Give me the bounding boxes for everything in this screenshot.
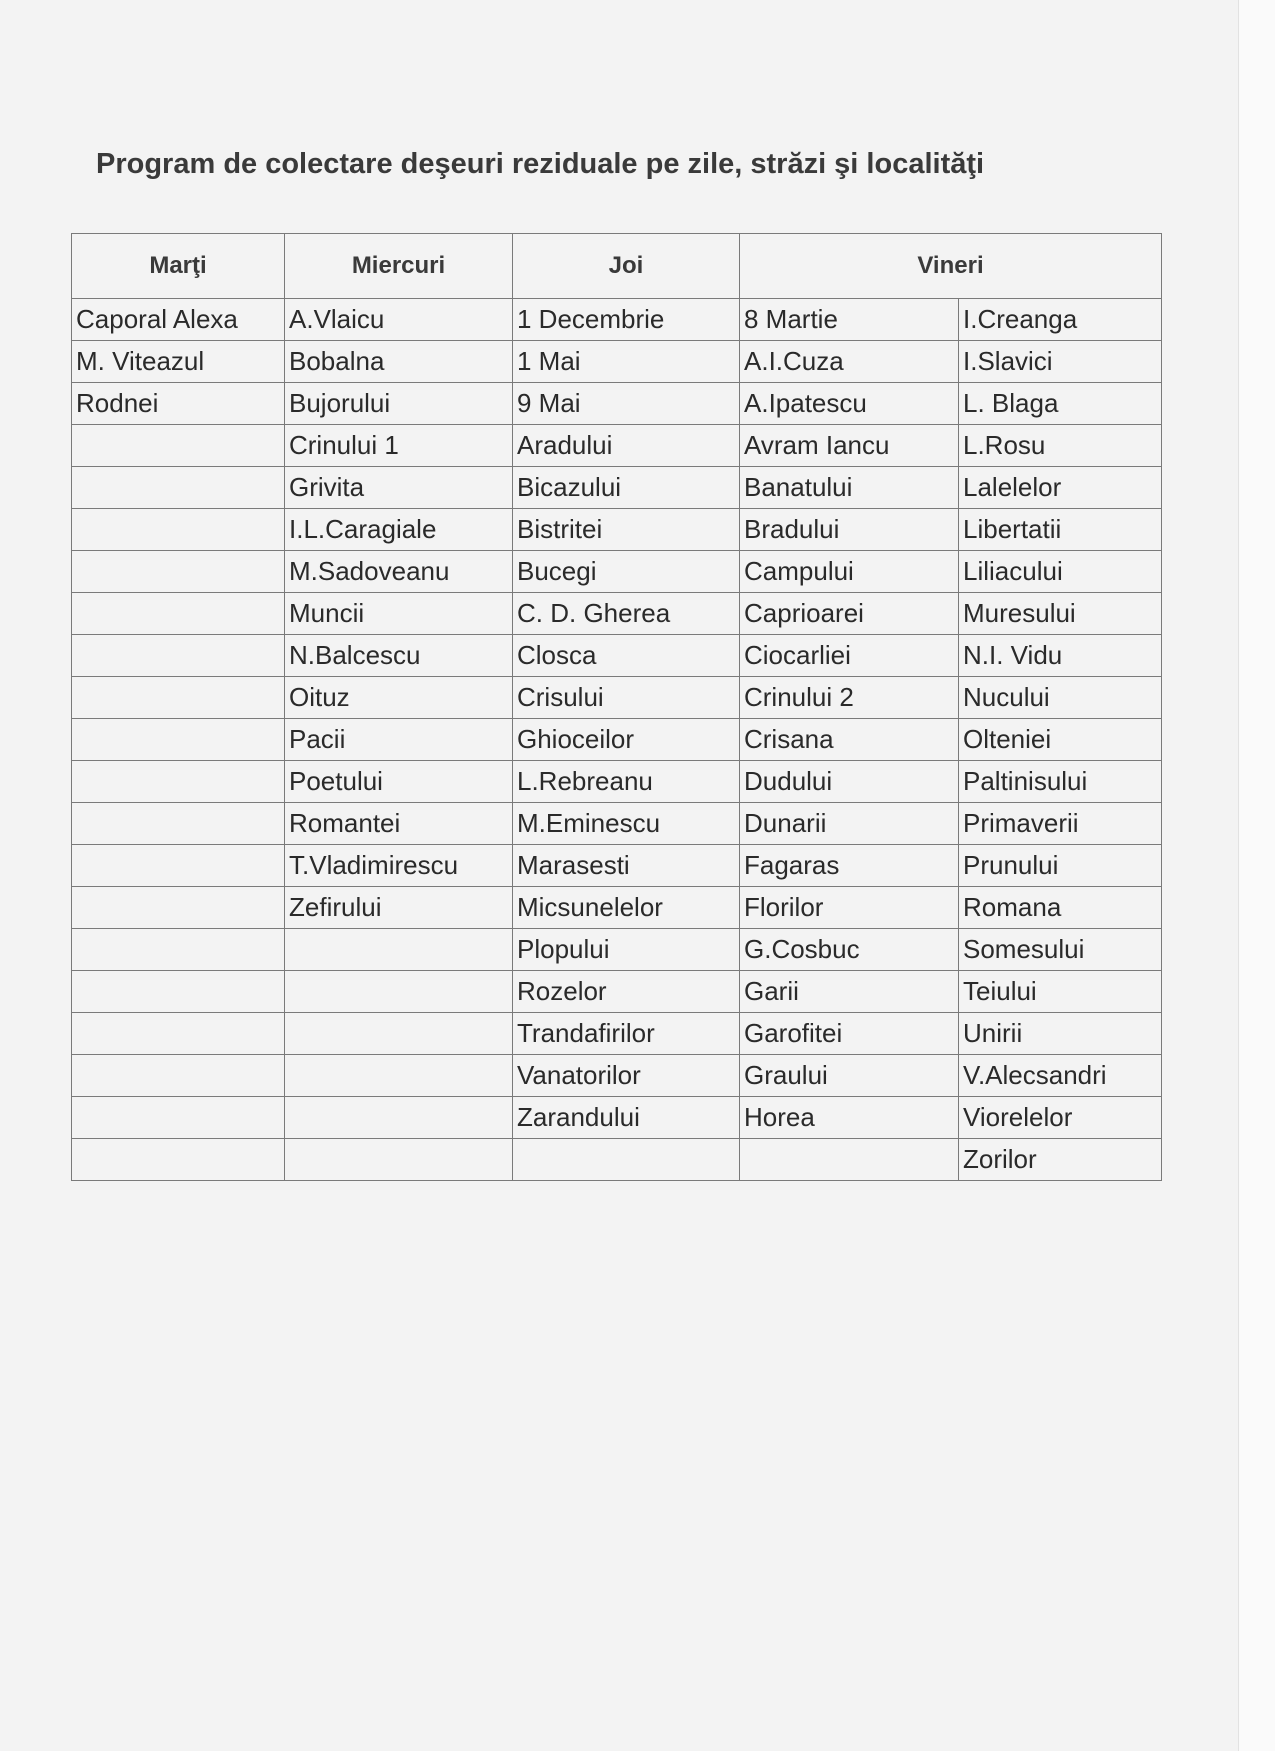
table-row	[72, 341, 1162, 383]
street-cell-miercuri: Poetului	[285, 761, 513, 803]
table-row	[72, 299, 1162, 341]
table-row	[72, 593, 1162, 635]
table-body	[72, 299, 1162, 1181]
street-cell-miercuri: T.Vladimirescu	[285, 845, 513, 887]
street-cell-vineri-b: Paltinisului	[959, 761, 1162, 803]
street-cell-vineri-a: Campului	[740, 551, 959, 593]
street-cell-vineri-b: N.I. Vidu	[959, 635, 1162, 677]
table-row	[72, 467, 1162, 509]
street-cell-miercuri: Grivita	[285, 467, 513, 509]
street-cell-joi: Closca	[513, 635, 740, 677]
street-cell-marti	[72, 719, 285, 761]
street-cell-vineri-b: Teiului	[959, 971, 1162, 1013]
street-cell-vineri-b: Nucului	[959, 677, 1162, 719]
street-cell-vineri-a	[740, 1139, 959, 1181]
street-cell-vineri-b: I.Creanga	[959, 299, 1162, 341]
street-cell-marti	[72, 593, 285, 635]
street-cell-marti	[72, 761, 285, 803]
street-cell-marti	[72, 1013, 285, 1055]
table-row	[72, 887, 1162, 929]
table-row	[72, 719, 1162, 761]
street-cell-miercuri: Bujorului	[285, 383, 513, 425]
header-joi: Joi	[513, 234, 740, 299]
street-cell-vineri-a: 8 Martie	[740, 299, 959, 341]
street-cell-joi: Bistritei	[513, 509, 740, 551]
street-cell-vineri-a: Avram Iancu	[740, 425, 959, 467]
table-row	[72, 1139, 1162, 1181]
street-cell-marti	[72, 551, 285, 593]
street-cell-miercuri: I.L.Caragiale	[285, 509, 513, 551]
street-cell-marti	[72, 635, 285, 677]
street-cell-joi: Rozelor	[513, 971, 740, 1013]
street-cell-marti	[72, 1139, 285, 1181]
street-cell-miercuri	[285, 1055, 513, 1097]
table-row	[72, 1013, 1162, 1055]
header-miercuri: Miercuri	[285, 234, 513, 299]
collection-schedule-table	[71, 233, 1162, 1181]
street-cell-miercuri: Crinului 1	[285, 425, 513, 467]
street-cell-joi: C. D. Gherea	[513, 593, 740, 635]
street-cell-joi: Micsunelelor	[513, 887, 740, 929]
street-cell-miercuri: Zefirului	[285, 887, 513, 929]
street-cell-vineri-a: G.Cosbuc	[740, 929, 959, 971]
street-cell-miercuri: Bobalna	[285, 341, 513, 383]
street-cell-vineri-b: Romana	[959, 887, 1162, 929]
table-row	[72, 1097, 1162, 1139]
street-cell-marti	[72, 677, 285, 719]
street-cell-vineri-a: Fagaras	[740, 845, 959, 887]
street-cell-vineri-b: Libertatii	[959, 509, 1162, 551]
header-vineri: Vineri	[740, 234, 1162, 299]
street-cell-joi: Aradului	[513, 425, 740, 467]
street-cell-miercuri	[285, 971, 513, 1013]
street-cell-miercuri: Romantei	[285, 803, 513, 845]
street-cell-miercuri: M.Sadoveanu	[285, 551, 513, 593]
street-cell-miercuri	[285, 1013, 513, 1055]
street-cell-joi: Vanatorilor	[513, 1055, 740, 1097]
street-cell-marti	[72, 971, 285, 1013]
street-cell-vineri-b: Liliacului	[959, 551, 1162, 593]
street-cell-marti	[72, 425, 285, 467]
street-cell-vineri-a: A.Ipatescu	[740, 383, 959, 425]
street-cell-marti	[72, 509, 285, 551]
street-cell-joi: Bicazului	[513, 467, 740, 509]
street-cell-vineri-b: Somesului	[959, 929, 1162, 971]
street-cell-vineri-a: Bradului	[740, 509, 959, 551]
table-row	[72, 845, 1162, 887]
street-cell-vineri-a: A.I.Cuza	[740, 341, 959, 383]
street-cell-vineri-b: Prunului	[959, 845, 1162, 887]
street-cell-joi: Zarandului	[513, 1097, 740, 1139]
table-row	[72, 971, 1162, 1013]
street-cell-marti	[72, 1097, 285, 1139]
table-row	[72, 425, 1162, 467]
street-cell-vineri-a: Florilor	[740, 887, 959, 929]
street-cell-miercuri: Oituz	[285, 677, 513, 719]
street-cell-vineri-b: Zorilor	[959, 1139, 1162, 1181]
street-cell-miercuri: N.Balcescu	[285, 635, 513, 677]
street-cell-vineri-a: Banatului	[740, 467, 959, 509]
street-cell-vineri-a: Crisana	[740, 719, 959, 761]
street-cell-joi: M.Eminescu	[513, 803, 740, 845]
table-row	[72, 383, 1162, 425]
street-cell-joi: 1 Decembrie	[513, 299, 740, 341]
street-cell-vineri-b: L. Blaga	[959, 383, 1162, 425]
street-cell-vineri-b: Primaverii	[959, 803, 1162, 845]
street-cell-marti: Rodnei	[72, 383, 285, 425]
street-cell-joi: Trandafirilor	[513, 1013, 740, 1055]
street-cell-marti	[72, 887, 285, 929]
header-marti: Marţi	[72, 234, 285, 299]
document-title: Program de colectare deşeuri reziduale pe zile, străzi şi localităţi	[96, 148, 985, 180]
street-cell-vineri-a: Ciocarliei	[740, 635, 959, 677]
street-cell-joi: Ghioceilor	[513, 719, 740, 761]
street-cell-miercuri: Pacii	[285, 719, 513, 761]
street-cell-vineri-b: Unirii	[959, 1013, 1162, 1055]
street-cell-vineri-b: Olteniei	[959, 719, 1162, 761]
table-header-row	[72, 234, 1162, 299]
table-row	[72, 677, 1162, 719]
street-cell-marti: Caporal Alexa	[72, 299, 285, 341]
street-cell-marti	[72, 845, 285, 887]
street-cell-joi: 1 Mai	[513, 341, 740, 383]
street-cell-joi	[513, 1139, 740, 1181]
street-cell-vineri-a: Dudului	[740, 761, 959, 803]
street-cell-vineri-b: L.Rosu	[959, 425, 1162, 467]
street-cell-miercuri	[285, 1139, 513, 1181]
street-cell-joi: Bucegi	[513, 551, 740, 593]
street-cell-joi: Marasesti	[513, 845, 740, 887]
table-row	[72, 929, 1162, 971]
street-cell-vineri-b: Viorelelor	[959, 1097, 1162, 1139]
street-cell-vineri-a: Horea	[740, 1097, 959, 1139]
street-cell-vineri-b: Lalelelor	[959, 467, 1162, 509]
table-row	[72, 761, 1162, 803]
street-cell-vineri-b: V.Alecsandri	[959, 1055, 1162, 1097]
street-cell-vineri-a: Garii	[740, 971, 959, 1013]
street-cell-miercuri	[285, 1097, 513, 1139]
street-cell-vineri-b: Muresului	[959, 593, 1162, 635]
street-cell-vineri-a: Caprioarei	[740, 593, 959, 635]
street-cell-joi: Crisului	[513, 677, 740, 719]
street-cell-vineri-a: Garofitei	[740, 1013, 959, 1055]
street-cell-marti	[72, 929, 285, 971]
table-row	[72, 509, 1162, 551]
street-cell-vineri-b: I.Slavici	[959, 341, 1162, 383]
street-cell-joi: Plopului	[513, 929, 740, 971]
street-cell-marti	[72, 467, 285, 509]
street-cell-marti: M. Viteazul	[72, 341, 285, 383]
page-edge	[1238, 0, 1275, 1751]
street-cell-joi: 9 Mai	[513, 383, 740, 425]
street-cell-marti	[72, 803, 285, 845]
street-cell-miercuri: Muncii	[285, 593, 513, 635]
table-row	[72, 635, 1162, 677]
street-cell-vineri-a: Graului	[740, 1055, 959, 1097]
table-row	[72, 1055, 1162, 1097]
street-cell-vineri-a: Crinului 2	[740, 677, 959, 719]
street-cell-marti	[72, 1055, 285, 1097]
street-cell-miercuri: A.Vlaicu	[285, 299, 513, 341]
street-cell-joi: L.Rebreanu	[513, 761, 740, 803]
street-cell-miercuri	[285, 929, 513, 971]
table-row	[72, 551, 1162, 593]
table-row	[72, 803, 1162, 845]
street-cell-vineri-a: Dunarii	[740, 803, 959, 845]
